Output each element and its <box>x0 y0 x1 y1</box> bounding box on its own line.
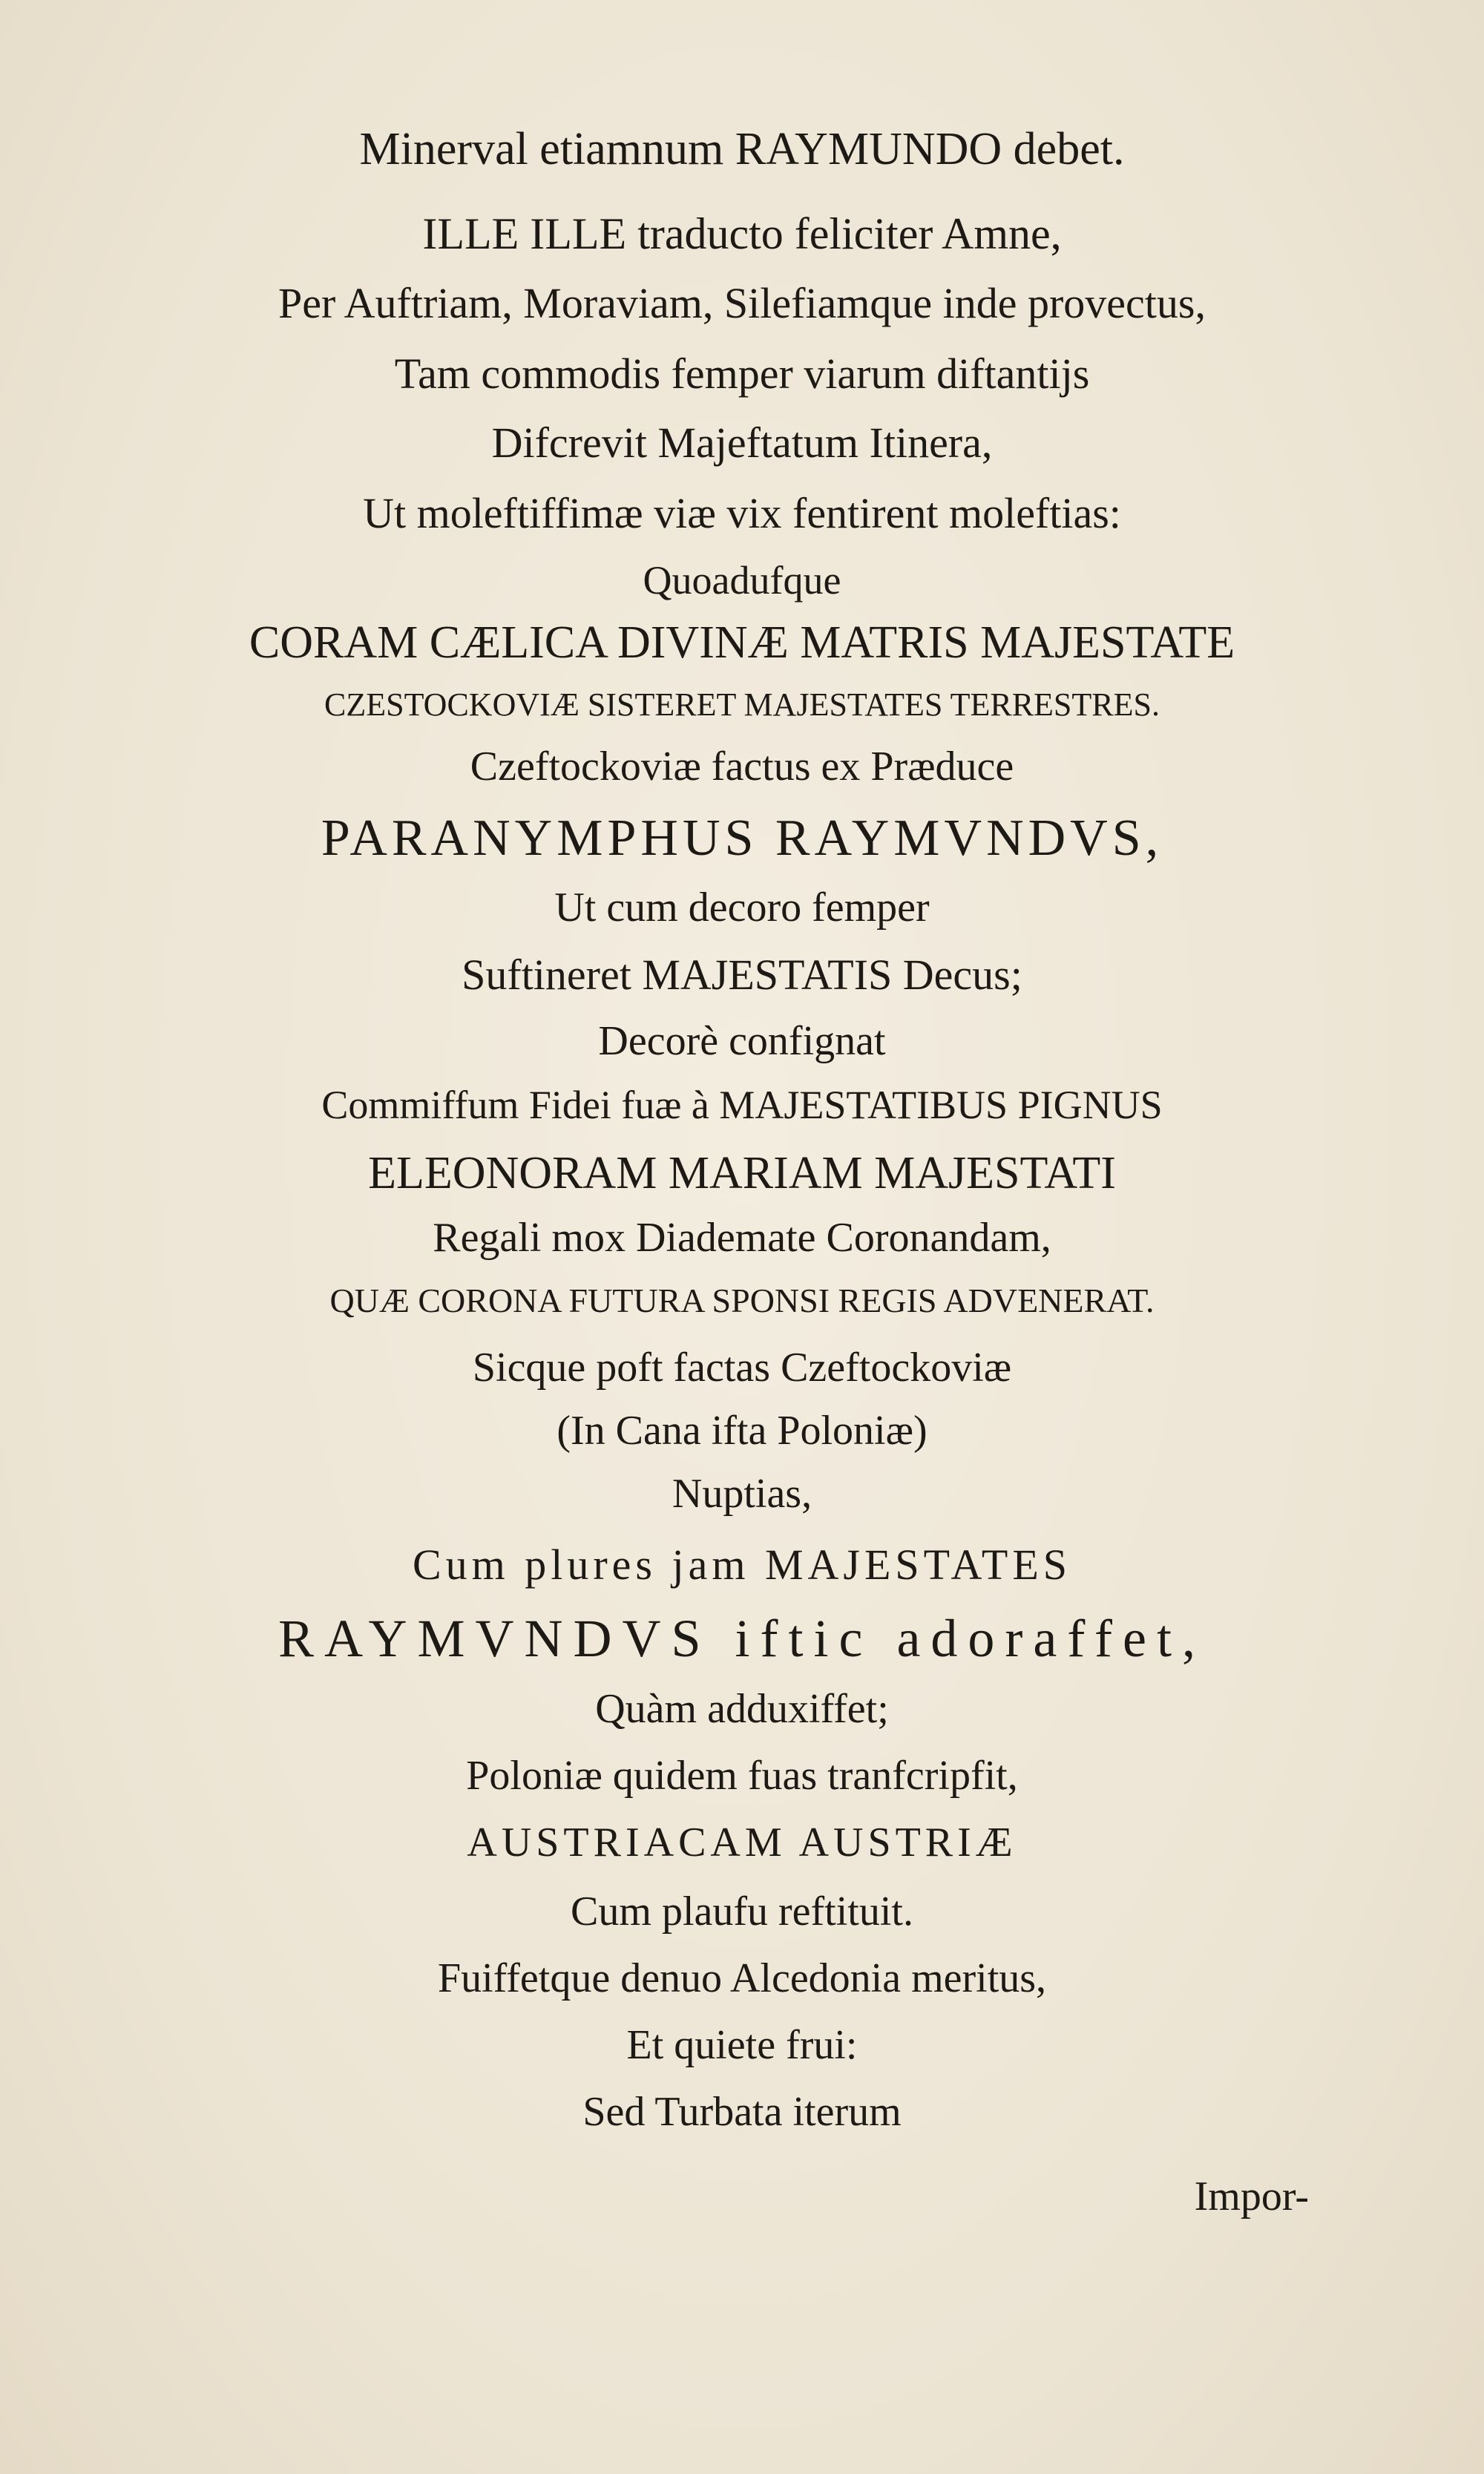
text-line-26: AUSTRIACAM AUSTRIÆ <box>467 1820 1017 1866</box>
text-line-3: Per Auftriam, Moraviam, Silefiamque inde provectus, <box>278 279 1206 327</box>
text-line-4: Tam commodis femper viarum diftantijs <box>394 350 1090 398</box>
text-line-24: Quàm adduxiffet; <box>595 1686 889 1732</box>
text-line-15: Commiffum Fidei fuæ à MAJESTATIBUS PIGNUS <box>321 1083 1163 1127</box>
text-line-12: Ut cum decoro femper <box>554 885 930 931</box>
text-line-14: Decorè confignat <box>598 1018 886 1064</box>
text-line-8: CORAM CÆLICA DIVINÆ MATRIS MAJESTATE <box>249 617 1235 668</box>
text-line-30: Sed Turbata iterum <box>582 2089 902 2135</box>
text-line-25: Poloniæ quidem fuas tranfcripfit, <box>466 1753 1018 1799</box>
text-line-7: Quoadufque <box>643 558 841 603</box>
text-line-6: Ut moleftiffimæ viæ vix fentirent moleftias: <box>363 489 1121 537</box>
text-line-9: CZESTOCKOVIÆ SISTERET MAJESTATES TERRESTRES. <box>324 686 1160 723</box>
text-line-5: Difcrevit Majeftatum Itinera, <box>491 419 993 467</box>
text-line-22: Cum plures jam MAJESTATES <box>412 1540 1072 1589</box>
text-line-16: ELEONORAM MARIAM MAJESTATI <box>368 1148 1116 1198</box>
text-line-11: PARANYMPHUS RAYMVNDVS, <box>321 810 1163 867</box>
text-line-27: Cum plaufu reftituit. <box>571 1889 913 1935</box>
text-line-13: Suftineret MAJESTATIS Decus; <box>462 951 1022 999</box>
text-line-2: ILLE ILLE traducto feliciter Amne, <box>422 209 1062 258</box>
text-line-18: QUÆ CORONA FUTURA SPONSI REGIS ADVENERAT. <box>329 1282 1155 1319</box>
text-line-21: Nuptias, <box>672 1471 812 1517</box>
text-line-1: Minerval etiamnum RAYMUNDO debet. <box>359 124 1125 174</box>
text-line-10: Czeftockoviæ factus ex Præduce <box>470 744 1014 790</box>
text-line-17: Regali mox Diademate Coronandam, <box>433 1215 1051 1261</box>
text-line-29: Et quiete frui: <box>626 2022 858 2068</box>
text-line-19: Sicque poft factas Czeftockoviæ <box>472 1345 1012 1391</box>
text-line-20: (In Cana ifta Poloniæ) <box>556 1408 928 1454</box>
text-line-23: RAYMVNDVS iftic adoraffet, <box>278 1609 1206 1668</box>
text-line-28: Fuiffetque denuo Alcedonia meritus, <box>437 1955 1047 2001</box>
catchword: Impor- <box>1194 2173 1309 2219</box>
